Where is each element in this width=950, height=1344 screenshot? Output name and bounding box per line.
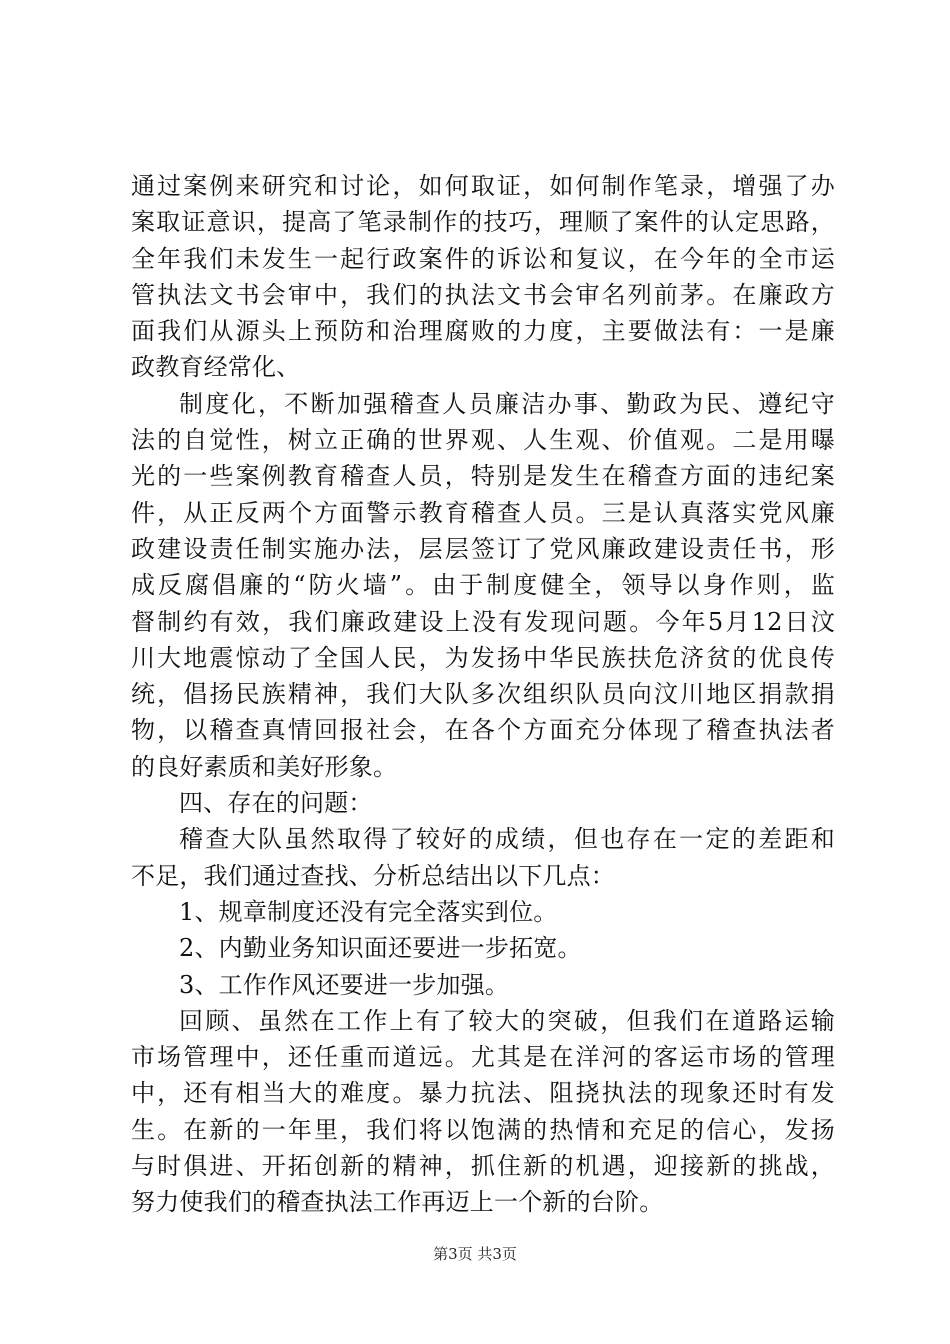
text-line: 努力使我们的稽查执法工作再迈上一个新的台阶。 xyxy=(131,1188,664,1217)
text-line: 市场管理中，还任重而道远。尤其是在洋河的客运市场的管理 xyxy=(131,1043,835,1072)
text-line: 的良好素质和美好形象。 xyxy=(131,752,398,781)
text-line: 统，倡扬民族精神，我们大队多次组织队员向汶川地区捐款捐 xyxy=(131,680,835,709)
text-line: 件，从正反两个方面警示教育稽查人员。三是认真落实党风廉 xyxy=(131,498,835,527)
text-line: 稽查大队虽然取得了较好的成绩，但也存在一定的差距和 xyxy=(179,825,835,854)
text-line: 政建设责任制实施办法，层层签订了党风廉政建设责任书，形 xyxy=(131,534,835,563)
text-line: 生。在新的一年里，我们将以饱满的热情和充足的信心，发扬 xyxy=(131,1115,835,1144)
text-line: 光的一些案例教育稽查人员，特别是发生在稽查方面的违纪案 xyxy=(131,462,835,491)
text-line: 制度化，不断加强稽查人员廉洁办事、勤政为民、遵纪守 xyxy=(179,389,835,418)
text-line: 回顾、虽然在工作上有了较大的突破，但我们在道路运输 xyxy=(179,1006,835,1035)
text-line: 与时俱进、开拓创新的精神，抓住新的机遇，迎接新的挑战， xyxy=(131,1152,835,1181)
document-body xyxy=(131,168,835,1221)
text-line: 中，还有相当大的难度。暴力抗法、阻挠执法的现象还时有发 xyxy=(131,1079,835,1108)
text-line: 全年我们未发生一起行政案件的诉讼和复议，在今年的全市运 xyxy=(131,244,835,273)
text-line: 管执法文书会审中，我们的执法文书会审名列前茅。在廉政方 xyxy=(131,280,835,309)
section-heading: 四、存在的问题： xyxy=(179,789,373,818)
list-item: 3、工作作风还要进一步加强。 xyxy=(179,970,510,999)
text-line: 督制约有效，我们廉政建设上没有发现问题。今年5月12日汶 xyxy=(131,607,835,636)
text-line: 通过案例来研究和讨论，如何取证，如何制作笔录，增强了办 xyxy=(131,172,835,200)
text-line: 不足，我们通过查找、分析总结出以下几点： xyxy=(131,861,615,890)
text-line: 案取证意识，提高了笔录制作的技巧，理顺了案件的认定思路， xyxy=(131,208,835,237)
text-line: 政教育经常化、 xyxy=(131,353,301,382)
text-line: 法的自觉性，树立正确的世界观、人生观、价值观。二是用曝 xyxy=(131,426,835,455)
text-line: 面我们从源头上预防和治理腐败的力度，主要做法有：一是廉 xyxy=(131,317,835,346)
page-number-footer: 第3页 共3页 xyxy=(433,1245,517,1263)
list-item: 1、规章制度还没有完全落实到位。 xyxy=(179,897,558,926)
text-line: 物，以稽查真情回报社会，在各个方面充分体现了稽查执法者 xyxy=(131,716,835,745)
text-line: 成反腐倡廉的“防火墙”。由于制度健全，领导以身作则，监 xyxy=(131,571,835,600)
text-line: 川大地震惊动了全国人民，为发扬中华民族扶危济贫的优良传 xyxy=(131,643,835,672)
list-item: 2、内勤业务知识面还要进一步拓宽。 xyxy=(179,934,582,963)
